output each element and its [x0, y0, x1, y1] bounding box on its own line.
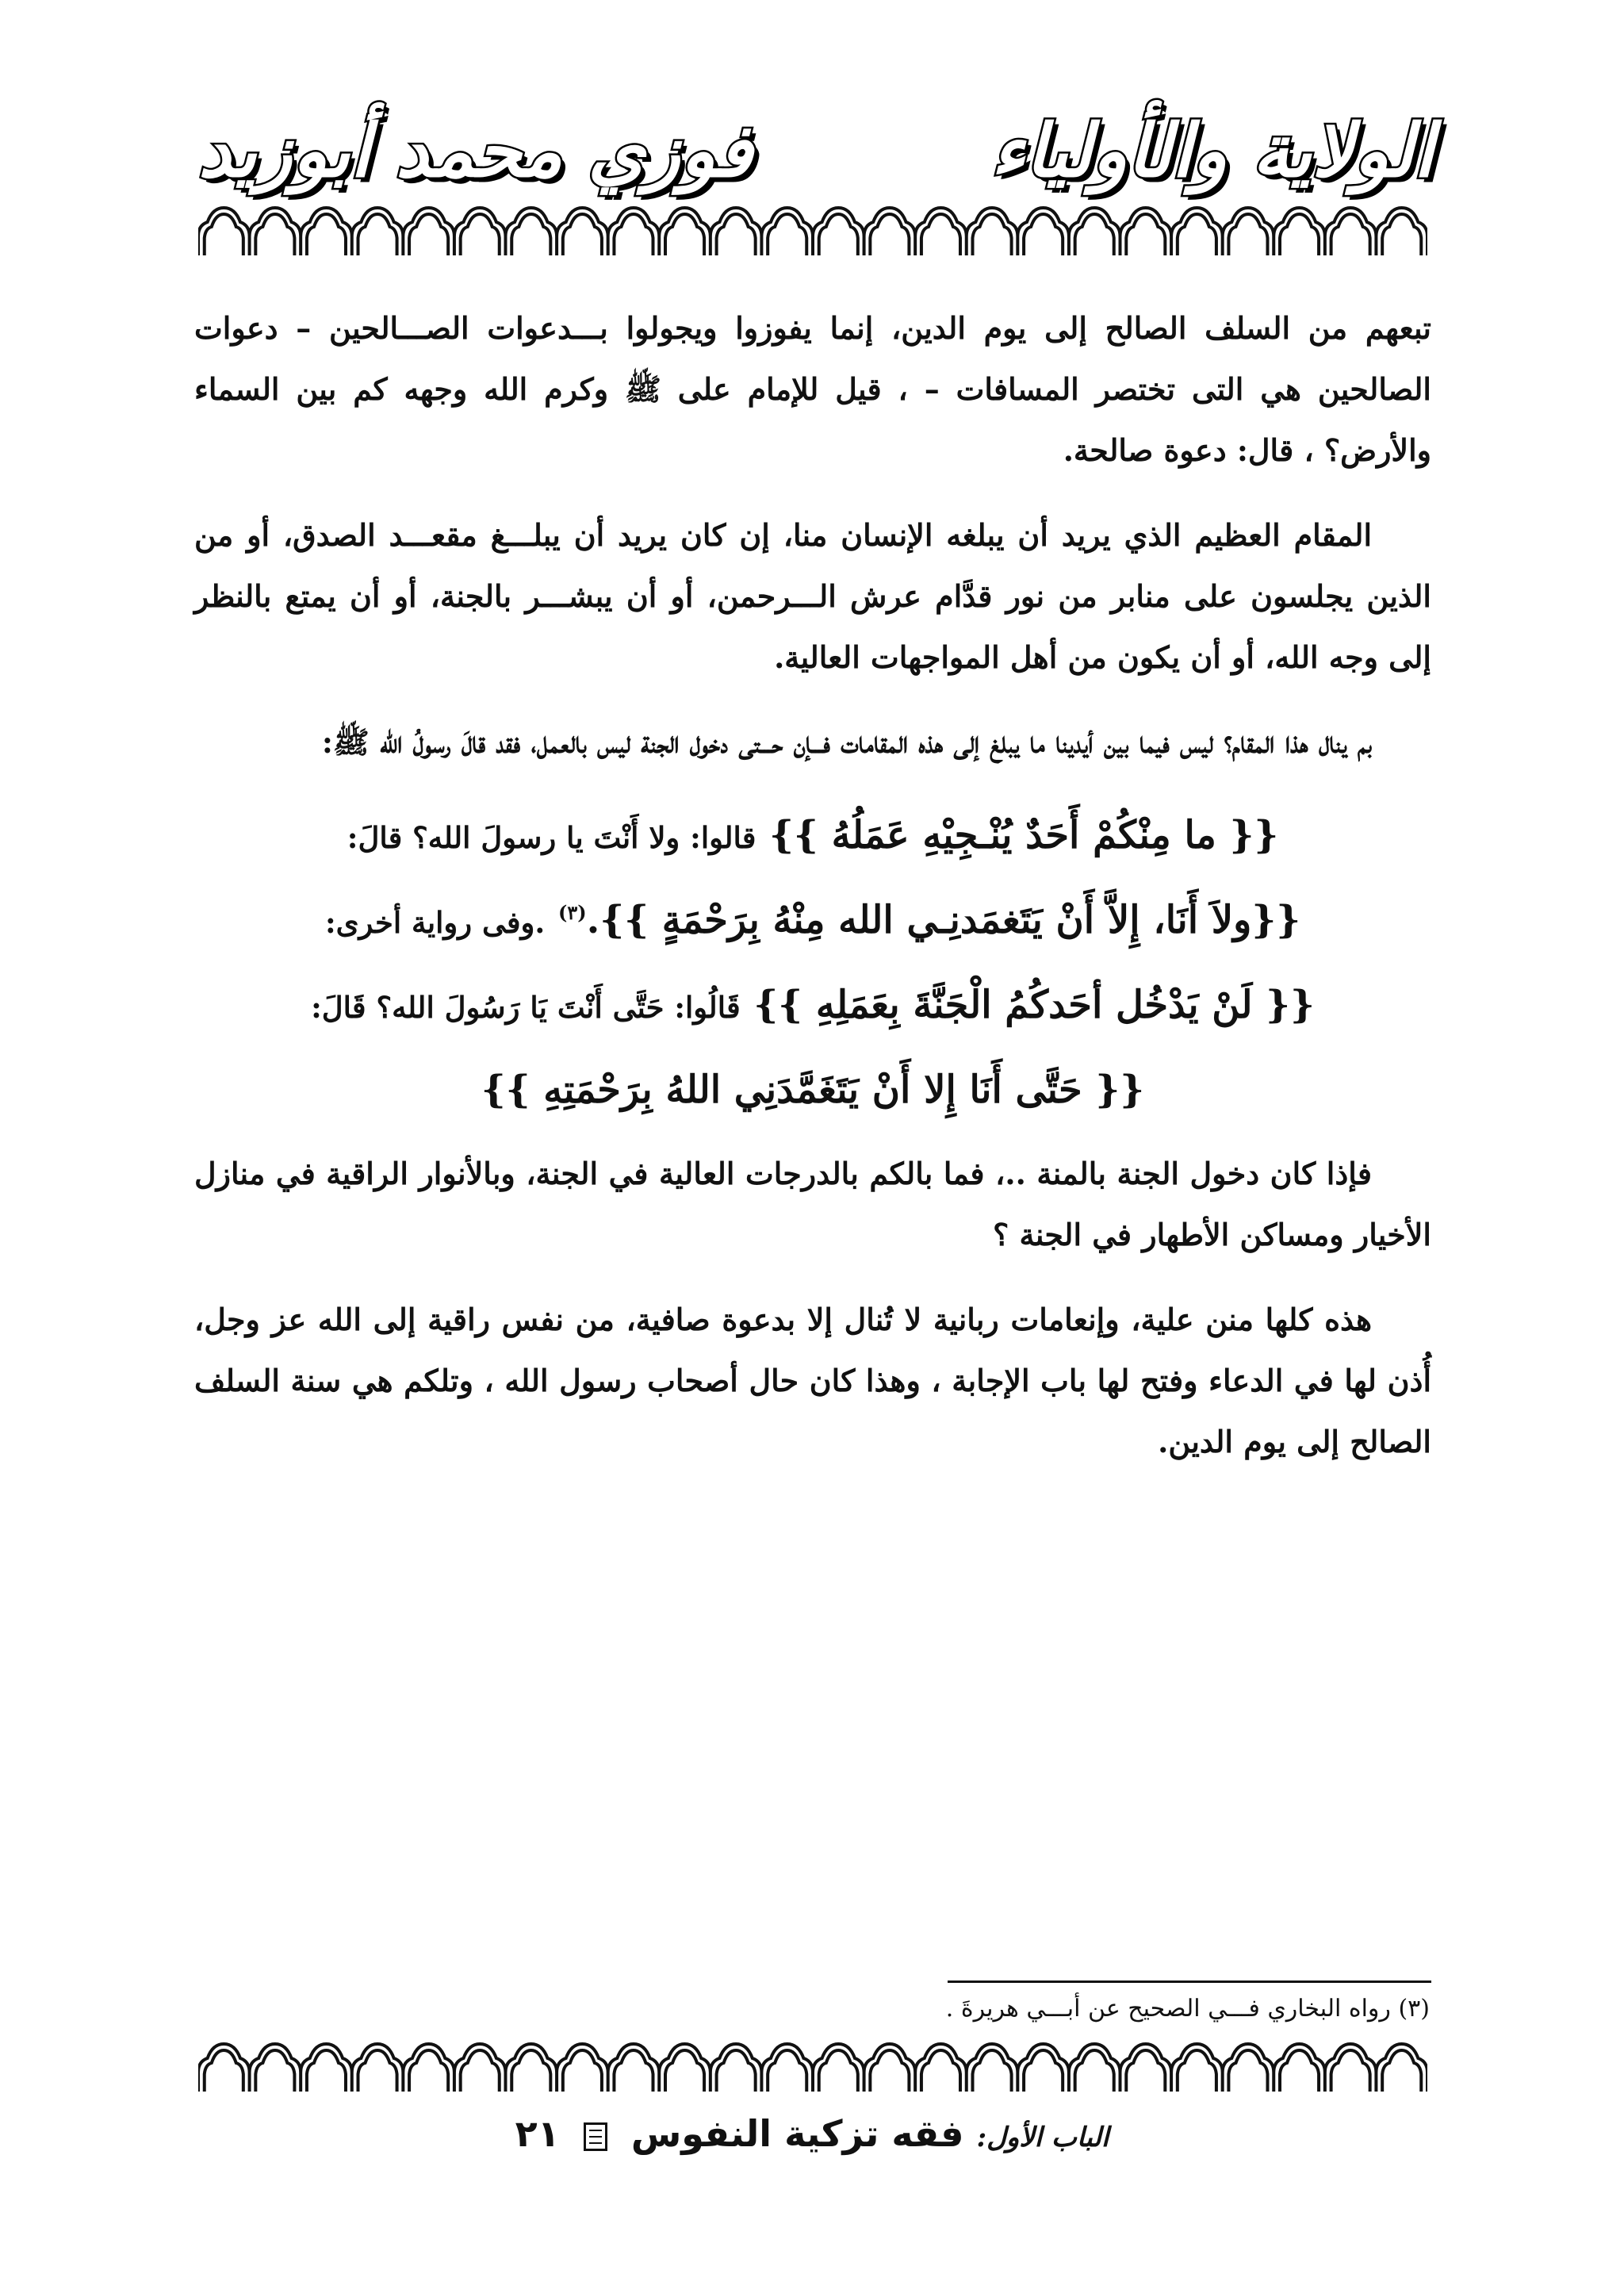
chapter-label: الباب الأول: — [976, 2122, 1109, 2153]
book-title: الولاية والأولياء — [990, 108, 1434, 194]
page-footer — [0, 2102, 1624, 2169]
author-name: فوزي محمد أبوزيد — [198, 108, 753, 194]
hadith-quote: {{ لَنْ يَدْخُل أحَدكُمُ الْجَنَّةَ بِعَمَلِهِ }} — [753, 983, 1315, 1027]
paragraph: هذه كلها منن علية، وإنعامات ربانية لا تُنال إلا بدعوة صافية، من نفس راقية إلى الله عز وجل، أُذن لها في الدعاء وفتح لها باب الإجابة ، وهذا كان حال أصحاب رسول الله ، وتلكم هي سنة السلف الصالح إلى يوم الدين. — [194, 1302, 1431, 1459]
footnote-reference: (٣) — [558, 901, 587, 924]
hadith-narration: قالوا: ولا أَنْتَ يا رسولَ الله؟ قالَ: — [347, 820, 756, 855]
hadith-line — [194, 796, 1431, 876]
paragraph: بم ينال هذا المقام؟ ليس فيما بين أيدينا ما يبلغ إلى هذه المقامات فـــإن حـــتى دخول الجنة ليس بالعمل، فقد قالَ رسولُ الله ﷺ: — [321, 724, 1372, 760]
chapter-title: فقه تزكية النفوس — [630, 2112, 964, 2155]
hadith-quote: {{ولاَ أَنَا، إِلاَّ أَنْ يَتَغمَدنِـي الله مِنْهُ بِرَحْمَةٍ }}. — [586, 898, 1301, 942]
ornamental-border-bottom — [198, 2041, 1427, 2096]
footnote — [320, 1989, 1430, 2029]
paragraph: المقام العظيم الذي يريد أن يبلغه الإنسان منا، إن كان يريد أن يبلـــغ مقعـــد الصدق، أو من الذين يجلسون على منابر من نور قدَّام عرش الـــرحمن، أو أن يبشـــر بالجنة، أو أن يمتع بالنظر إلى وجه الله، أو أن يكون من أهل المواجهات العالية. — [194, 517, 1431, 675]
paragraph: فإذا كان دخول الجنة بالمنة ..، فما بالكم بالدرجات العالية في الجنة، وبالأنوار الراقية في منازل الأخيار ومساكن الأطهار في الجنة ؟ — [194, 1156, 1431, 1252]
hadith-line — [194, 881, 1431, 961]
hadith-narration: .وفى رواية أخرى: — [324, 905, 546, 940]
main-text — [194, 297, 1431, 1496]
hadith-narration: قَالُوا: حَتَّى أَنْتَ يَا رَسُولَ الله؟ قَالَ: — [311, 990, 741, 1025]
page-header — [182, 95, 1442, 214]
footnote-number: (٣) — [1398, 1995, 1430, 2023]
hadith-quote: {{ حَتَّى أَنَا إِلا أَنْ يَتَغَمَّدَنِي اللهُ بِرَحْمَتِهِ }} — [481, 1068, 1145, 1112]
hadith-line — [194, 1051, 1431, 1129]
hadith-quote: {{ ما مِنْكُمْ أَحَدٌ يُنْـجِيْهِ عَمَلُهُ }} — [769, 813, 1279, 857]
hadith-line — [194, 966, 1431, 1046]
ornamental-border-top — [198, 205, 1427, 260]
footnote-separator — [948, 1980, 1431, 1983]
footnote-text: رواه البخاري فـــي الصحيح عن أبـــي هريرةَ . — [945, 1995, 1391, 2023]
book-icon — [584, 2122, 607, 2151]
paragraph: تبعهم من السلف الصالح إلى يوم الدين، إنما يفوزوا ويجولوا بـــدعوات الصـــالحين – دعوات الصالحين هي التى تختصر المسافات – ، قيل للإمام على ﷺ وكرم الله وجهه كم بين السماء والأرض؟ ، قال: دعوة صالحة. — [194, 310, 1431, 468]
page-number: ٢١ — [515, 2112, 560, 2155]
